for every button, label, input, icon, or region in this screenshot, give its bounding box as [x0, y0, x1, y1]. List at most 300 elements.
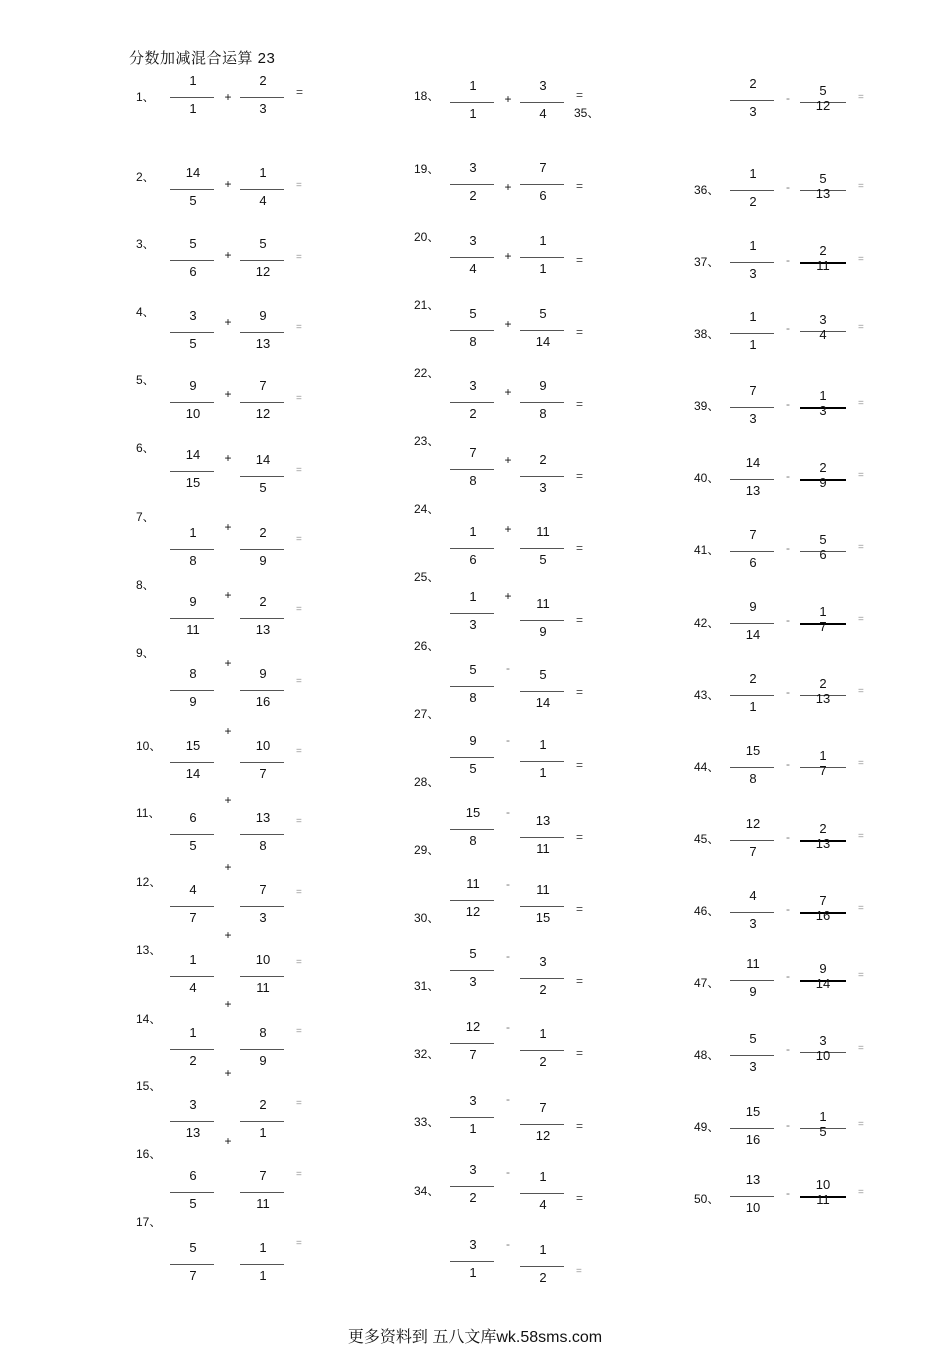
fraction-bar — [520, 761, 564, 762]
fraction-bar — [240, 189, 284, 190]
problem-number: 37、 — [694, 255, 720, 269]
denominator: 12 — [535, 1128, 551, 1143]
denominator: 13 — [185, 1125, 201, 1140]
numerator: 12 — [465, 1019, 481, 1034]
problem-number: 43、 — [694, 688, 720, 702]
fraction-bar — [240, 549, 284, 550]
numerator: 5 — [189, 236, 197, 251]
fraction-bar — [450, 613, 494, 614]
denominator: 8 — [469, 833, 477, 848]
equals-sign: = — [858, 398, 864, 409]
denominator: 4 — [259, 193, 267, 208]
problem-number: 40、 — [694, 471, 720, 485]
minus-sign: - — [786, 321, 790, 335]
minus-sign: - — [506, 1092, 510, 1106]
denominator: 11 — [536, 841, 550, 856]
equals-sign: = — [858, 1119, 864, 1130]
equals-sign: = — [858, 254, 864, 265]
numerator: 9 — [189, 378, 197, 393]
denominator: 2 — [469, 1190, 477, 1205]
denominator: 16 — [745, 1132, 761, 1147]
problem-number: 27、 — [414, 707, 440, 721]
denominator: 1 — [259, 1268, 267, 1283]
denominator: 8 — [539, 406, 547, 421]
equals-sign: = — [296, 604, 302, 615]
fraction-bar — [520, 402, 564, 403]
problem-number: 15、 — [136, 1079, 162, 1093]
equals-sign: = — [858, 903, 864, 914]
numerator: 5 — [819, 532, 827, 547]
numerator: 5 — [539, 667, 547, 682]
problem-number: 7、 — [136, 510, 155, 524]
numerator: 3 — [539, 78, 547, 93]
fraction-bar — [520, 548, 564, 549]
fraction-bar — [170, 332, 214, 333]
problem-number: 10、 — [136, 739, 162, 753]
numerator: 1 — [819, 604, 827, 619]
denominator: 5 — [189, 838, 197, 853]
minus-sign: - — [786, 969, 790, 983]
equals-sign: = — [858, 322, 864, 333]
numerator: 11 — [536, 596, 550, 611]
fraction-bar — [170, 260, 214, 261]
fraction-bar — [170, 1264, 214, 1265]
numerator: 15 — [745, 743, 761, 758]
denominator: 12 — [465, 904, 481, 919]
numerator: 10 — [815, 1177, 831, 1192]
fraction-bar — [240, 834, 284, 835]
equals-sign: = — [576, 1191, 584, 1205]
numerator: 1 — [259, 1240, 267, 1255]
denominator: 2 — [749, 194, 757, 209]
equals-sign: = — [296, 1026, 302, 1037]
denominator: 12 — [255, 264, 271, 279]
denominator: 7 — [749, 844, 757, 859]
numerator: 15 — [185, 738, 201, 753]
numerator: 2 — [749, 671, 757, 686]
minus-sign: - — [786, 91, 790, 105]
fraction-bar — [450, 330, 494, 331]
denominator: 13 — [255, 336, 271, 351]
equals-sign: = — [296, 393, 302, 404]
problem-number: 50、 — [694, 1192, 720, 1206]
numerator: 5 — [749, 1031, 757, 1046]
numerator: 9 — [819, 961, 827, 976]
numerator: 3 — [469, 378, 477, 393]
numerator: 2 — [819, 676, 827, 691]
fraction-bar — [240, 1264, 284, 1265]
minus-sign: - — [786, 830, 790, 844]
numerator: 1 — [469, 78, 477, 93]
numerator: 1 — [539, 1026, 547, 1041]
equals-sign: = — [296, 465, 302, 476]
problem-number: 39、 — [694, 399, 720, 413]
minus-sign: - — [506, 805, 510, 819]
numerator: 14 — [745, 455, 761, 470]
numerator: 13 — [535, 813, 551, 828]
denominator: 2 — [539, 1270, 547, 1285]
footer-link[interactable]: 更多资料到 五八文库wk.58sms.com — [347, 1329, 603, 1346]
fraction-bar — [730, 695, 774, 696]
numerator: 7 — [259, 882, 267, 897]
equals-sign: = — [576, 685, 584, 699]
denominator: 2 — [539, 1054, 547, 1069]
fraction-bar — [520, 837, 564, 838]
fraction-bar — [240, 1192, 284, 1193]
fraction-bar — [450, 548, 494, 549]
fraction-bar — [450, 686, 494, 687]
equals-sign: = — [858, 1187, 864, 1198]
denominator: 5 — [189, 1196, 197, 1211]
plus-sign: + — [504, 589, 512, 603]
denominator: 7 — [189, 1268, 197, 1283]
fraction-bar — [730, 100, 774, 101]
denominator: 9 — [539, 624, 547, 639]
denominator: 7 — [189, 910, 197, 925]
equals-sign: = — [576, 397, 584, 411]
denominator: 14 — [535, 334, 551, 349]
fraction-bar — [450, 757, 494, 758]
denominator: 2 — [469, 406, 477, 421]
numerator: 2 — [259, 1097, 267, 1112]
denominator: 5 — [259, 480, 267, 495]
equals-sign: = — [576, 88, 584, 102]
numerator: 11 — [536, 524, 550, 539]
fraction-bar — [240, 618, 284, 619]
problem-number: 48、 — [694, 1048, 720, 1062]
numerator: 5 — [819, 83, 827, 98]
numerator: 3 — [469, 1093, 477, 1108]
numerator: 3 — [819, 312, 827, 327]
numerator: 7 — [259, 378, 267, 393]
plus-sign: + — [504, 180, 512, 194]
fraction-bar — [170, 618, 214, 619]
fraction-bar — [240, 690, 284, 691]
equals-sign: = — [576, 830, 584, 844]
denominator: 3 — [749, 916, 757, 931]
denominator: 11 — [816, 1192, 830, 1207]
numerator: 13 — [745, 1172, 761, 1187]
fraction-bar — [170, 1121, 214, 1122]
denominator: 1 — [189, 101, 197, 116]
equals-sign: = — [576, 1119, 584, 1133]
fraction-bar — [520, 691, 564, 692]
numerator: 6 — [189, 810, 197, 825]
denominator: 11 — [186, 622, 200, 637]
problem-number: 8、 — [136, 578, 155, 592]
numerator: 2 — [749, 76, 757, 91]
denominator: 16 — [815, 908, 831, 923]
denominator: 6 — [819, 547, 827, 562]
equals-sign: = — [576, 902, 584, 916]
denominator: 13 — [815, 186, 831, 201]
numerator: 1 — [189, 952, 197, 967]
fraction-bar — [450, 469, 494, 470]
denominator: 9 — [259, 553, 267, 568]
plus-sign: + — [504, 92, 512, 106]
plus-sign: + — [504, 385, 512, 399]
plus-sign: + — [224, 451, 232, 465]
fraction-bar — [240, 402, 284, 403]
minus-sign: - — [506, 1165, 510, 1179]
denominator: 12 — [255, 406, 271, 421]
denominator: 1 — [469, 106, 477, 121]
problem-number: 2、 — [136, 170, 155, 184]
numerator: 5 — [189, 1240, 197, 1255]
denominator: 8 — [469, 690, 477, 705]
problem-number: 11、 — [136, 806, 161, 820]
fraction-bar — [730, 1196, 774, 1197]
numerator: 3 — [539, 954, 547, 969]
numerator: 3 — [469, 160, 477, 175]
equals-sign: = — [296, 816, 302, 827]
problem-number: 14、 — [136, 1012, 162, 1026]
problem-number: 4、 — [136, 305, 155, 319]
fraction-bar — [730, 551, 774, 552]
numerator: 11 — [466, 876, 480, 891]
fraction-bar — [240, 260, 284, 261]
fraction-bar — [730, 623, 774, 624]
denominator: 13 — [815, 691, 831, 706]
denominator: 10 — [745, 1200, 761, 1215]
denominator: 11 — [816, 258, 830, 273]
problem-number: 22、 — [414, 366, 440, 380]
numerator: 4 — [749, 888, 757, 903]
denominator: 1 — [749, 699, 757, 714]
numerator: 7 — [819, 893, 827, 908]
denominator: 13 — [745, 483, 761, 498]
minus-sign: - — [786, 1042, 790, 1056]
numerator: 5 — [539, 306, 547, 321]
problem-number: 32、 — [414, 1047, 440, 1061]
fraction-bar — [450, 829, 494, 830]
numerator: 1 — [819, 748, 827, 763]
denominator: 3 — [259, 101, 267, 116]
plus-sign: + — [224, 387, 232, 401]
numerator: 7 — [749, 383, 757, 398]
fraction-bar — [450, 900, 494, 901]
numerator: 2 — [259, 594, 267, 609]
numerator: 12 — [745, 816, 761, 831]
denominator: 8 — [749, 771, 757, 786]
fraction-bar — [730, 1128, 774, 1129]
equals-sign: = — [296, 1098, 302, 1109]
fraction-bar — [170, 97, 214, 98]
denominator: 1 — [469, 1265, 477, 1280]
problem-number: 33、 — [414, 1115, 440, 1129]
numerator: 5 — [469, 946, 477, 961]
plus-sign: + — [224, 248, 232, 262]
plus-sign: + — [224, 1066, 232, 1080]
problem-number: 6、 — [136, 441, 155, 455]
numerator: 11 — [746, 956, 760, 971]
equals-sign: = — [576, 974, 584, 988]
numerator: 8 — [189, 666, 197, 681]
problem-number: 3、 — [136, 237, 155, 251]
numerator: 9 — [259, 308, 267, 323]
equals-sign: = — [576, 1046, 584, 1060]
fraction-bar — [240, 1121, 284, 1122]
numerator: 7 — [749, 527, 757, 542]
denominator: 4 — [819, 327, 827, 342]
minus-sign: - — [506, 661, 510, 675]
fraction-bar — [730, 479, 774, 480]
numerator: 6 — [189, 1168, 197, 1183]
problem-number: 28、 — [414, 775, 440, 789]
minus-sign: - — [506, 1020, 510, 1034]
equals-sign: = — [858, 1043, 864, 1054]
fraction-bar — [240, 476, 284, 477]
denominator: 7 — [819, 619, 827, 634]
problem-number: 31、 — [414, 979, 440, 993]
denominator: 5 — [539, 552, 547, 567]
fraction-bar — [730, 840, 774, 841]
denominator: 3 — [819, 403, 827, 418]
denominator: 8 — [259, 838, 267, 853]
numerator: 1 — [539, 233, 547, 248]
denominator: 5 — [189, 193, 197, 208]
plus-sign: + — [224, 315, 232, 329]
equals-sign: = — [576, 253, 584, 267]
numerator: 1 — [189, 73, 197, 88]
denominator: 4 — [539, 1197, 547, 1212]
fraction-bar — [170, 834, 214, 835]
problem-number: 44、 — [694, 760, 720, 774]
fraction-bar — [240, 97, 284, 98]
numerator: 9 — [539, 378, 547, 393]
numerator: 1 — [189, 525, 197, 540]
fraction-bar — [520, 906, 564, 907]
equals-sign: = — [858, 92, 864, 103]
minus-sign: - — [786, 1186, 790, 1200]
problem-number: 25、 — [414, 570, 440, 584]
numerator: 2 — [259, 525, 267, 540]
problem-number: 17、 — [136, 1215, 162, 1229]
numerator: 3 — [189, 1097, 197, 1112]
numerator: 8 — [259, 1025, 267, 1040]
fraction-bar — [520, 620, 564, 621]
numerator: 2 — [819, 821, 827, 836]
plus-sign: + — [224, 588, 232, 602]
fraction-bar — [170, 471, 214, 472]
denominator: 14 — [745, 627, 761, 642]
denominator: 1 — [469, 1121, 477, 1136]
denominator: 4 — [539, 106, 547, 121]
minus-sign: - — [786, 1118, 790, 1132]
fraction-bar — [730, 262, 774, 263]
numerator: 14 — [185, 447, 201, 462]
denominator: 3 — [749, 1059, 757, 1074]
numerator: 5 — [469, 306, 477, 321]
plus-sign: + — [504, 249, 512, 263]
numerator: 4 — [189, 882, 197, 897]
numerator: 3 — [469, 233, 477, 248]
plus-sign: + — [224, 90, 232, 104]
minus-sign: - — [506, 877, 510, 891]
equals-sign: = — [858, 181, 864, 192]
numerator: 5 — [819, 171, 827, 186]
problem-number: 9、 — [136, 646, 155, 660]
equals-sign: = — [858, 831, 864, 842]
denominator: 4 — [469, 261, 477, 276]
fraction-bar — [520, 102, 564, 103]
numerator: 1 — [259, 165, 267, 180]
fraction-bar — [730, 333, 774, 334]
fraction-bar — [240, 906, 284, 907]
problem-number: 18、 — [414, 89, 440, 103]
plus-sign: + — [504, 522, 512, 536]
fraction-bar — [170, 762, 214, 763]
fraction-bar — [170, 690, 214, 691]
equals-sign: = — [858, 686, 864, 697]
denominator: 1 — [259, 1125, 267, 1140]
equals-sign: = — [858, 542, 864, 553]
problem-number: 12、 — [136, 875, 162, 889]
equals-sign: = — [858, 470, 864, 481]
fraction-bar — [170, 906, 214, 907]
denominator: 15 — [185, 475, 201, 490]
denominator: 6 — [539, 188, 547, 203]
fraction-bar — [450, 1117, 494, 1118]
numerator: 3 — [819, 1033, 827, 1048]
plus-sign: + — [224, 1134, 232, 1148]
problem-number: 46、 — [694, 904, 720, 918]
denominator: 14 — [815, 976, 831, 991]
denominator: 6 — [469, 552, 477, 567]
fraction-bar — [730, 407, 774, 408]
equals-sign: = — [296, 180, 302, 191]
fraction-bar — [240, 332, 284, 333]
plus-sign: + — [224, 724, 232, 738]
equals-sign: = — [296, 887, 302, 898]
problem-number: 49、 — [694, 1120, 720, 1134]
fraction-bar — [730, 912, 774, 913]
minus-sign: - — [786, 541, 790, 555]
fraction-bar — [170, 1192, 214, 1193]
fraction-bar — [730, 980, 774, 981]
fraction-bar — [450, 184, 494, 185]
problem-number: 38、 — [694, 327, 720, 341]
equals-sign: = — [296, 322, 302, 333]
denominator: 4 — [189, 980, 197, 995]
numerator: 1 — [749, 309, 757, 324]
fraction-bar — [520, 1193, 564, 1194]
problem-number: 26、 — [414, 639, 440, 653]
problem-number: 20、 — [414, 230, 440, 244]
problem-number: 35、 — [574, 106, 600, 120]
fraction-bar — [730, 767, 774, 768]
plus-sign: + — [224, 793, 232, 807]
fraction-bar — [450, 1043, 494, 1044]
denominator: 9 — [749, 984, 757, 999]
denominator: 7 — [469, 1047, 477, 1062]
fraction-bar — [450, 257, 494, 258]
denominator: 5 — [819, 1124, 827, 1139]
denominator: 14 — [185, 766, 201, 781]
denominator: 16 — [255, 694, 271, 709]
numerator: 7 — [539, 160, 547, 175]
minus-sign: - — [786, 253, 790, 267]
denominator: 1 — [749, 337, 757, 352]
equals-sign: = — [296, 252, 302, 263]
problem-number: 24、 — [414, 502, 440, 516]
denominator: 9 — [819, 475, 827, 490]
equals-sign: = — [576, 325, 584, 339]
denominator: 5 — [189, 336, 197, 351]
numerator: 7 — [259, 1168, 267, 1183]
minus-sign: - — [786, 757, 790, 771]
numerator: 1 — [539, 1169, 547, 1184]
